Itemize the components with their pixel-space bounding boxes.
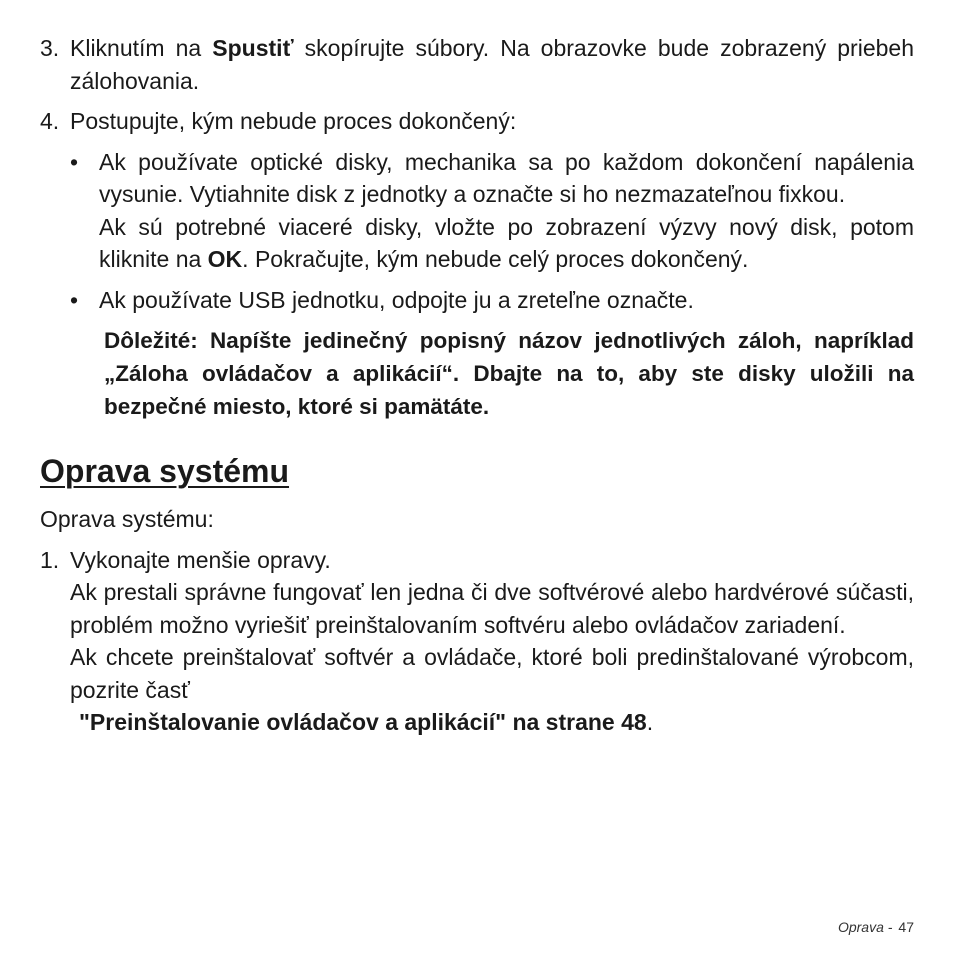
- page-number: 47: [898, 919, 914, 935]
- step-paragraph: Ak chcete preinštalovať softvér a ovládače, ktoré boli predinštalované výrobcom, pozrite časť: [70, 644, 914, 703]
- step-title: Vykonajte menšie opravy.: [70, 546, 331, 573]
- step-text-pre: Kliknutím na: [70, 35, 213, 61]
- page-footer: [838, 917, 914, 937]
- step-number: 1.: [40, 546, 60, 573]
- bullet-paragraph: [99, 211, 914, 276]
- bullet-paragraph: Ak používate optické disky, mechanika sa po každom dokončení napálenia vysunie. Vytiahnite disk z jednotky a označte si ho nezmazateľnou fixkou.: [99, 148, 914, 207]
- step-number: 3.: [40, 35, 60, 61]
- bullet-text-bold: OK: [207, 246, 243, 272]
- list-item-step-1: [40, 544, 914, 739]
- section-intro: Oprava systému:: [40, 506, 214, 532]
- important-note: Dôležité: Napíšte jedinečný popisný názov jednotlivých záloh, napríklad „Záloha ovládačov a aplikácií“. Dbajte na to, aby ste disky uložili na bezpečné miesto, ktoré si pamätáte.: [104, 328, 914, 419]
- bullet-dot: •: [70, 148, 79, 175]
- list-item-step-4: [40, 105, 914, 138]
- bullet-item-optical: [70, 146, 914, 276]
- section-heading: Oprava systému: [40, 453, 290, 489]
- bullet-text-post: . Pokračujte, kým nebude celý proces dokončený.: [242, 246, 749, 272]
- bullet-dot: •: [70, 286, 79, 313]
- step-paragraph: Ak prestali správne fungovať len jedna či dve softvérové alebo hardvérové súčasti, problém možno vyriešiť preinštalovaním softvéru alebo ovládačov zariadení.: [70, 579, 914, 638]
- bullet-text-pre: Ak sú potrebné viaceré disky, vložte po zobrazení výzvy nový disk, potom kliknite na: [99, 213, 914, 272]
- step-number: 4.: [40, 108, 60, 134]
- step-text: Postupujte, kým nebude proces dokončený:: [70, 108, 517, 134]
- bullet-list: [70, 146, 914, 317]
- page-content: [40, 32, 914, 739]
- bullet-text: Ak používate USB jednotku, odpojte ju a zreteľne označte.: [99, 286, 694, 313]
- cross-reference-link[interactable]: "Preinštalovanie ovládačov a aplikácií" na strane 48: [79, 709, 647, 735]
- list-item-step-3: [40, 32, 914, 97]
- footer-label: Oprava -: [837, 919, 893, 935]
- cross-reference-end: .: [646, 709, 654, 735]
- cross-reference-line: [70, 706, 914, 739]
- step-text-bold: Spustiť: [212, 35, 294, 61]
- bullet-item-usb: [70, 284, 914, 317]
- step-text-post: skopírujte súbory. Na obrazovke bude zobrazený priebeh zálohovania.: [70, 35, 914, 94]
